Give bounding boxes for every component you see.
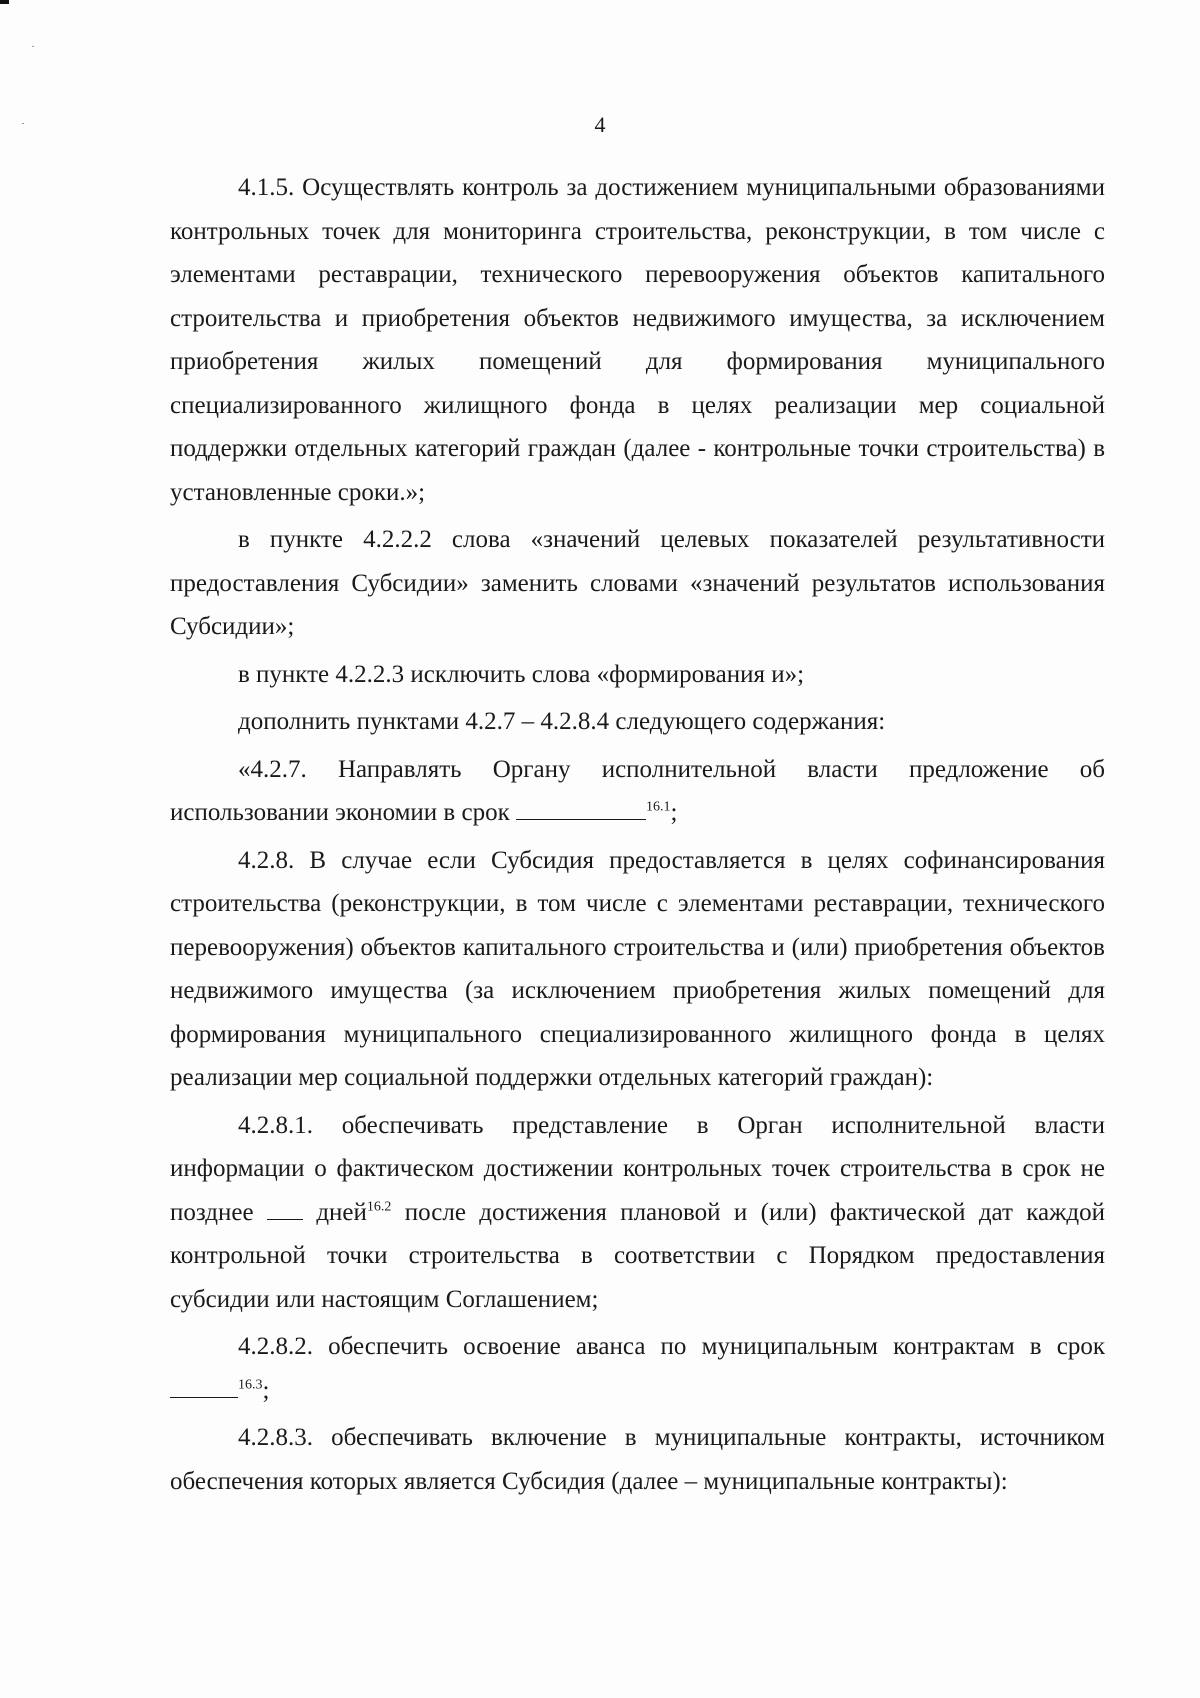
paragraph-4-2-7-end: ;: [670, 799, 678, 826]
paragraph-4-2-8-2-text: 4.2.8.2. обеспечить освоение аванса по муниципальным контрактам в срок: [238, 1333, 1105, 1360]
page-number: 4: [594, 112, 606, 137]
paragraph-4-2-8-2-end: ;: [262, 1376, 270, 1404]
scan-speck: [32, 46, 34, 47]
scan-corner-mark: [0, 0, 9, 4]
document-body: [170, 166, 1105, 1507]
paragraph-4-2-7: [170, 748, 1105, 835]
paragraph-4-2-7-text: «4.2.7. Направлять Органу исполнительной власти предложение об использовании экономии в срок: [170, 755, 1105, 826]
paragraph-add-clauses: дополнить пунктами 4.2.7 – 4.2.8.4 следующего содержания:: [238, 708, 886, 735]
paragraph-4-2-8-1-rest: после достижения плановой и (или) фактической дат каждой контрольной точки строительства в соответствии с Порядком предоставления субсидии или настоящим Соглашением;: [170, 1198, 1106, 1313]
blank-field-deadline: [516, 797, 646, 820]
blank-field-days: [267, 1197, 303, 1220]
footnote-ref: 16.3: [238, 1377, 263, 1393]
footnote-ref: 16.2: [366, 1199, 392, 1215]
blank-field-deadline: [170, 1375, 238, 1398]
paragraph-4-2-8-1: [170, 1104, 1105, 1322]
paragraph-amend-4-2-2-3: в пункте 4.2.2.3 исключить слова «формирования и»;: [238, 660, 805, 688]
paragraph-4-1-5: 4.1.5. Осуществлять контроль за достижением муниципальными образованиями контрольных точек для мониторинга строительства, реконструкции, в том числе с элементами реставрации, технического перевооружения объектов капитального строительства и приобретения объектов недвижимого имущества, за исключением приобретения жилых помещений для формирования муниципального специализированного жилищного фонда в целях реализации мер социальной поддержки отдельных категорий граждан (далее - контрольные точки строительства) в установленные сроки.»;: [170, 174, 1105, 506]
paragraph-4-2-8-1-text: 4.2.8.1. обеспечивать представление в Орган исполнительной власти информации о фактическом достижении контрольных точек строительства в срок не позднее: [170, 1111, 1105, 1226]
paragraph-4-2-8-1-days: дней: [302, 1198, 367, 1226]
paragraph-4-2-8: 4.2.8. В случае если Субсидия предоставляется в целях софинансирования строительства (реконструкции, в том числе с элементами реставрации, технического перевооружения) объектов капитального строительства и (или) приобретения объектов недвижимого имущества (за исключением приобретения жилых помещений для формирования муниципального специализированного жилищного фонда в целях реализации мер социальной поддержки отдельных категорий граждан):: [170, 846, 1105, 1091]
paragraph-4-2-8-2: [170, 1325, 1105, 1412]
paragraph-amend-4-2-2-2: в пункте 4.2.2.2 слова «значений целевых показателей результативности предоставления Субсидии» заменить словами «значений результатов использования Субсидии»;: [170, 526, 1105, 640]
footnote-ref: 16.1: [645, 799, 671, 815]
paragraph-4-2-8-3: 4.2.8.3. обеспечивать включение в муниципальные контракты, источником обеспечения которых является Субсидия (далее – муниципальные контракты):: [170, 1424, 1105, 1495]
